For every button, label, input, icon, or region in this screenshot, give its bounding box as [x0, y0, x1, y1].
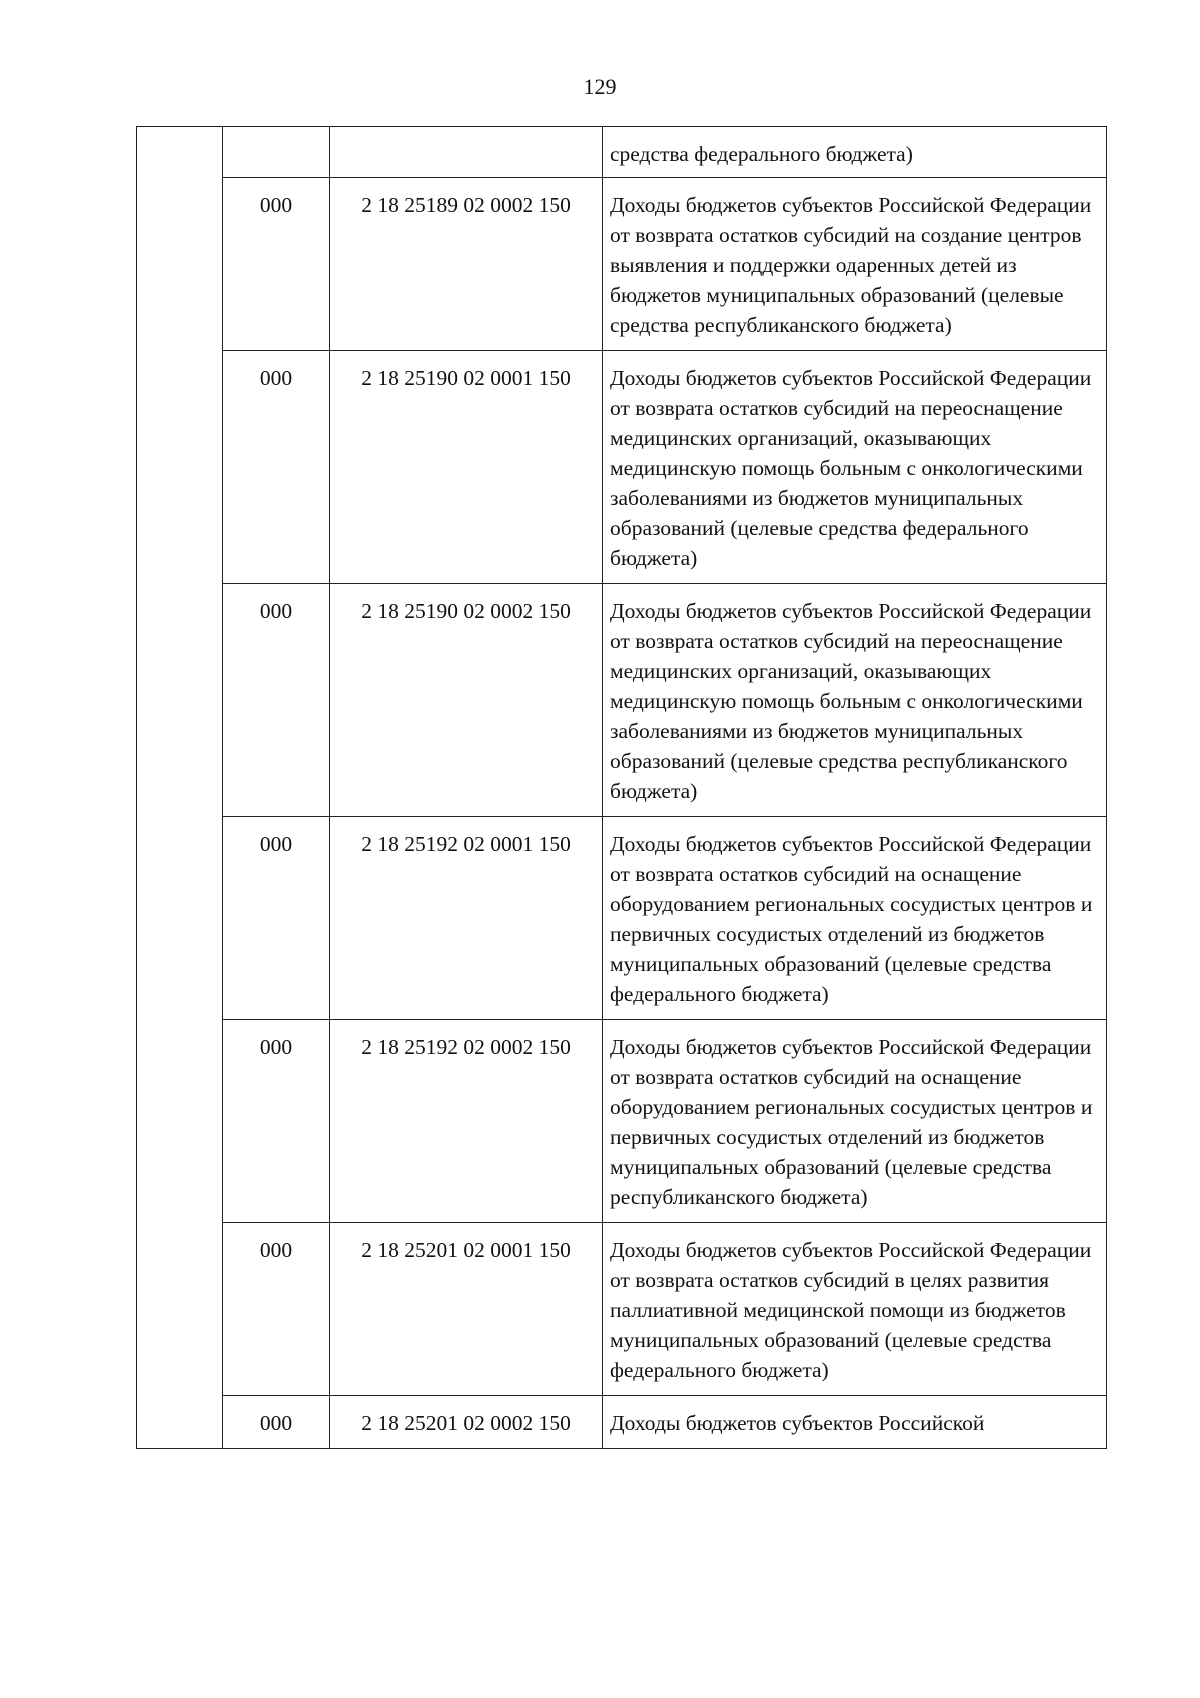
table-row: [137, 127, 1107, 178]
admin-code-cell: 000: [223, 351, 330, 584]
budget-code-cell: 2 18 25190 02 0001 150: [330, 351, 603, 584]
budget-code-cell: 2 18 25189 02 0002 150: [330, 178, 603, 351]
page-number: 129: [583, 74, 617, 99]
description-cell: Доходы бюджетов субъектов Российской Федерации от возврата остатков субсидий на переоснащение медицинских организаций, оказывающих медицинскую помощь больным с онкологическими заболеваниями из бюджетов муниципальных образований (целевые средства республиканского бюджета): [603, 584, 1107, 817]
description-cell: Доходы бюджетов субъектов Российской Федерации от возврата остатков субсидий на переоснащение медицинских организаций, оказывающих медицинскую помощь больным с онкологическими заболеваниями из бюджетов муниципальных образований (целевые средства федерального бюджета): [603, 351, 1107, 584]
description-cell: Доходы бюджетов субъектов Российской Федерации от возврата остатков субсидий на оснащение оборудованием региональных сосудистых центров и первичных сосудистых отделений из бюджетов муниципальных образований (целевые средства федерального бюджета): [603, 817, 1107, 1020]
empty-index-column: [137, 127, 223, 1449]
table-row: [137, 817, 1107, 1020]
description-cell: Доходы бюджетов субъектов Российской Федерации от возврата остатков субсидий на создание центров выявления и поддержки одаренных детей из бюджетов муниципальных образований (целевые средства республиканского бюджета): [603, 178, 1107, 351]
admin-code-cell: 000: [223, 1020, 330, 1223]
admin-code-cell: 000: [223, 178, 330, 351]
budget-code-cell: 2 18 25201 02 0001 150: [330, 1223, 603, 1396]
budget-classification-table: [136, 126, 1107, 1449]
table-row: [137, 178, 1107, 351]
budget-code-cell: 2 18 25192 02 0001 150: [330, 817, 603, 1020]
description-cell: Доходы бюджетов субъектов Российской: [603, 1396, 1107, 1449]
table-row: [137, 1396, 1107, 1449]
table-row: [137, 351, 1107, 584]
table-row: [137, 584, 1107, 817]
budget-code-cell: 2 18 25192 02 0002 150: [330, 1020, 603, 1223]
budget-code-cell: [330, 127, 603, 178]
admin-code-cell: 000: [223, 1223, 330, 1396]
admin-code-cell: 000: [223, 817, 330, 1020]
description-cell: Доходы бюджетов субъектов Российской Федерации от возврата остатков субсидий в целях развития паллиативной медицинской помощи из бюджетов муниципальных образований (целевые средства федерального бюджета): [603, 1223, 1107, 1396]
description-cell: Доходы бюджетов субъектов Российской Федерации от возврата остатков субсидий на оснащение оборудованием региональных сосудистых центров и первичных сосудистых отделений из бюджетов муниципальных образований (целевые средства республиканского бюджета): [603, 1020, 1107, 1223]
admin-code-cell: 000: [223, 1396, 330, 1449]
description-cell: средства федерального бюджета): [603, 127, 1107, 178]
table-row: [137, 1020, 1107, 1223]
budget-code-cell: 2 18 25201 02 0002 150: [330, 1396, 603, 1449]
budget-code-cell: 2 18 25190 02 0002 150: [330, 584, 603, 817]
admin-code-cell: 000: [223, 584, 330, 817]
table-row: [137, 1223, 1107, 1396]
admin-code-cell: [223, 127, 330, 178]
